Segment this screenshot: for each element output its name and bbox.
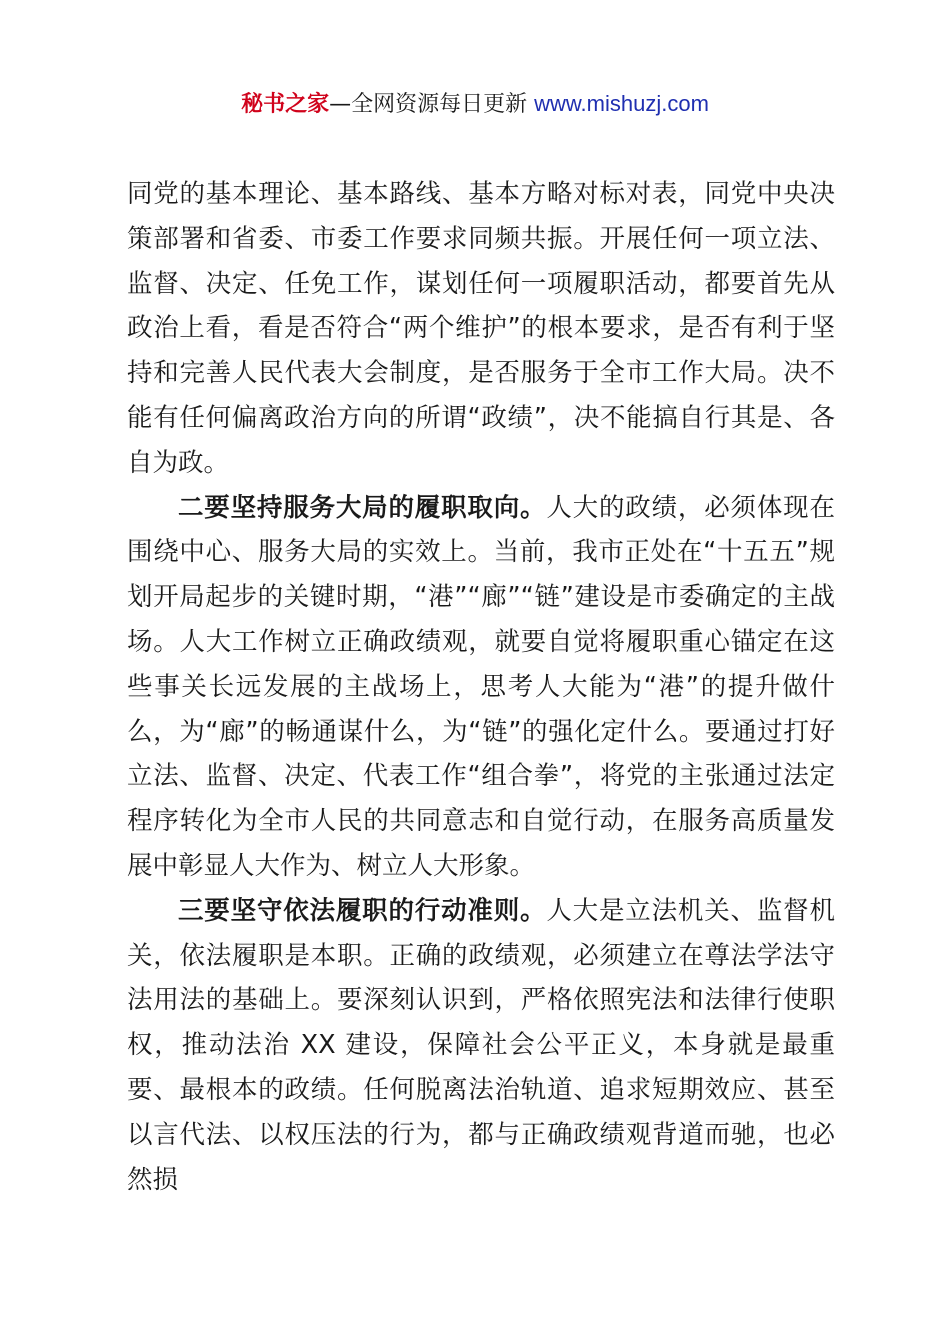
paragraph-heading: 三要坚守依法履职的行动准则。 xyxy=(178,895,547,926)
site-header xyxy=(0,88,950,121)
slogan: —全网资源每日更新 xyxy=(329,92,535,117)
paragraph xyxy=(127,889,835,1203)
paragraph-text: 人大的政绩，必须体现在围绕中心、服务大局的实效上。当前，我市正处在“十五五”规划开局起步的关键时期，“港”“廊”“链”建设是市委确定的主战场。人大工作树立正确政绩观，就要自觉将履职重心锚定在这些事关长远发展的主战场上，思考人大能为“港”的提升做什么，为“廊”的畅通谋什么，为“链”的强化定什么。要通过打好立法、监督、决定、代表工作“组合拳”，将党的主张通过法定程序转化为全市人民的共同意志和自觉行动，在服务高质量发展中彰显人大作为、树立人大形象。 xyxy=(127,492,835,881)
paragraph-text: 人大是立法机关、监督机关，依法履职是本职。正确的政绩观，必须建立在尊法学法守法用法的基础上。要深刻认识到，严格依照宪法和法律行使职权，推动法治 XX 建设，保障社会公平正义，本身就是最重要、最根本的政绩。任何脱离法治轨道、追求短期效应、甚至以言代法、以权压法的行为，都与正确政绩观背道而驰，也必然损 xyxy=(127,895,835,1195)
site-url-link[interactable]: www.mishuzj.com xyxy=(534,91,709,116)
paragraph-text: 同党的基本理论、基本路线、基本方略对标对表，同党中央决策部署和省委、市委工作要求同频共振。开展任何一项立法、监督、决定、任免工作，谋划任何一项履职活动，都要首先从政治上看，看是否符合“两个维护”的根本要求，是否有利于坚持和完善人民代表大会制度，是否服务于全市工作大局。决不能有任何偏离政治方向的所谓“政绩”，决不能搞自行其是、各自为政。 xyxy=(127,179,835,478)
paragraph-heading: 二要坚持服务大局的履职取向。 xyxy=(178,492,547,523)
paragraph xyxy=(127,172,835,486)
paragraph xyxy=(127,486,835,889)
brand-name: 秘书之家 xyxy=(241,92,330,117)
document-body xyxy=(127,172,835,1202)
